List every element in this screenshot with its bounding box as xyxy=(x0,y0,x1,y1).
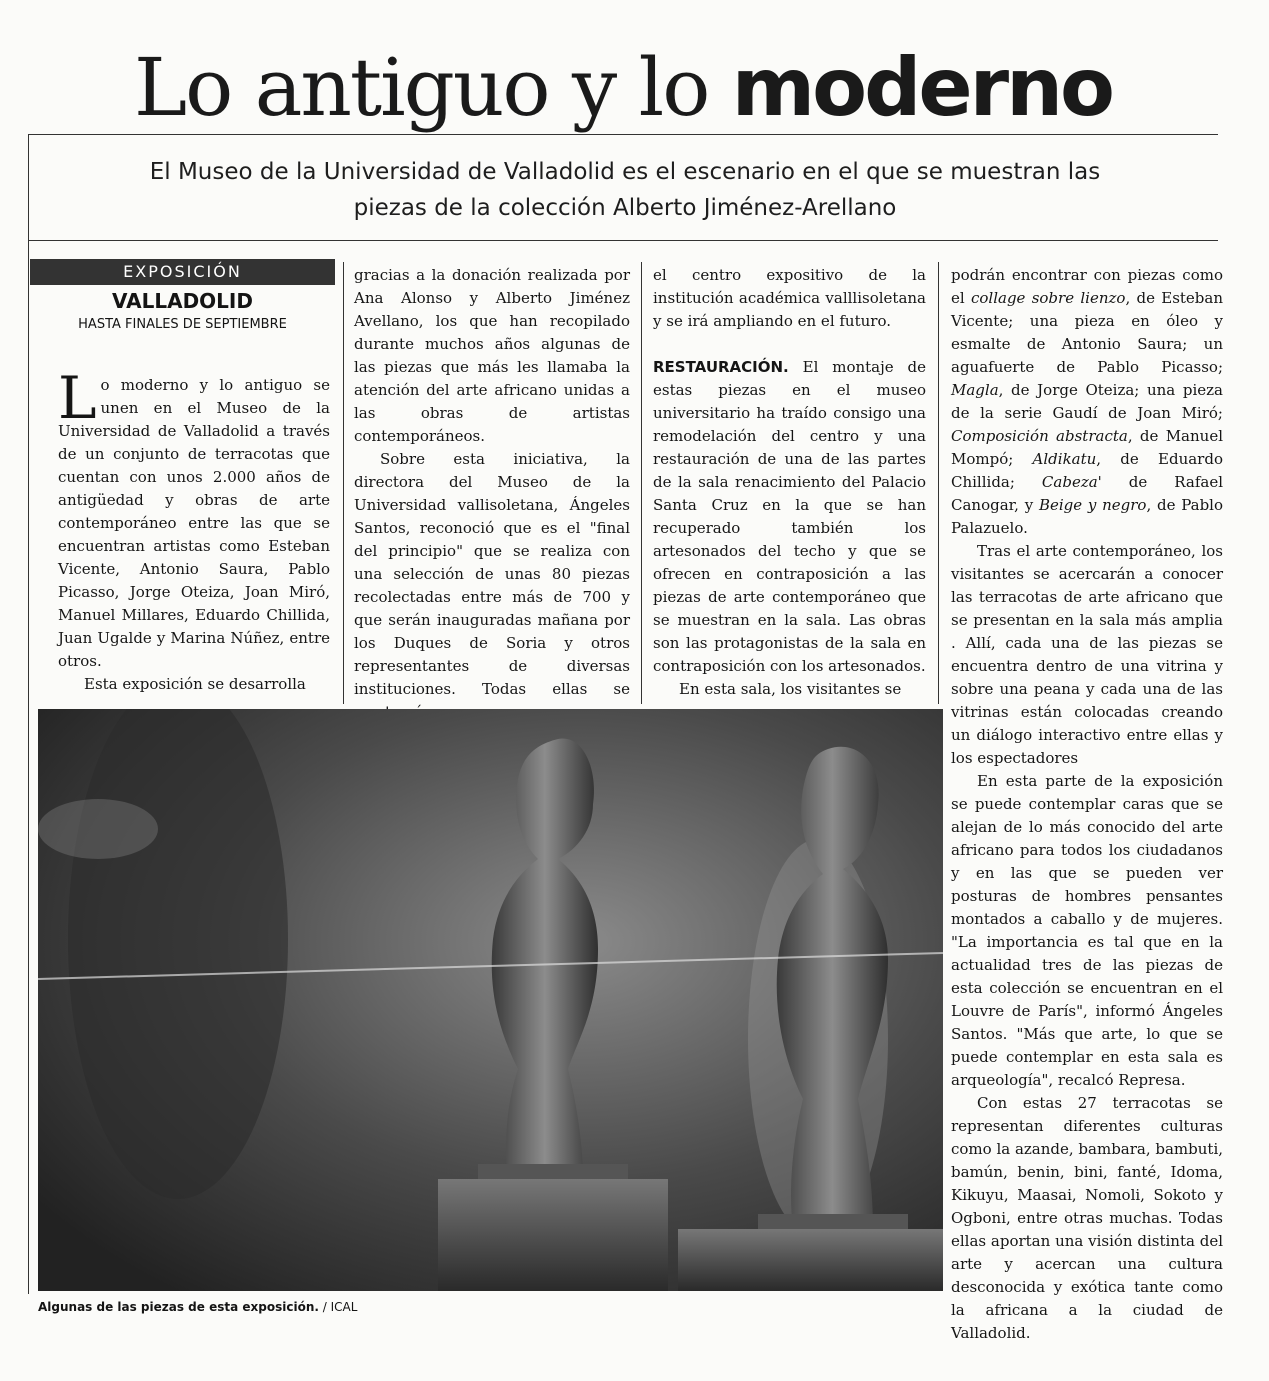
subhead-line-2: piezas de la colección Alberto Jiménez-Arellano xyxy=(353,195,897,221)
paragraph-4: Sobre esta iniciativa, la directora del Museo de la Universidad vallisoletana, Ángeles Santos, reconoció que es el "final del principio" que se realiza con una selección de unas 80 piezas recolectadas entre más de 700 y que serán inauguradas mañana por los Duques de Soria y otros representantes de diversas instituciones. Todas ellas se xyxy=(354,450,630,698)
paragraph-10: En esta parte de la exposición se puede contemplar caras que se alejan de lo más conocido del arte africano para todos los ciudadanos y en las que se pueden ver posturas de hombres pensantes montados a caballo y de mujeres. "La importancia es tal que en la actualidad tres de las piezas de esta colección se encuentran en el Louvre de París", informó Ángeles Santos. "Más que arte, lo que se puede contemplar en esta sala es arqueología", recalcó Represa. xyxy=(951,772,1223,1089)
column-rule-2 xyxy=(641,262,642,704)
paragraph-8: podrán encontrar con piezas como el collage sobre lienzo, de Esteban Vicente; una pieza en óleo y esmalte de Antonio Saura; un aguafuerte de Pablo Picasso; Magla, de Jorge Oteiza; una pieza de la serie Gaudí de Joan Miró; Composición abstracta, de Manuel Mompó; Aldikatu, de Eduardo Chillida; Cabeza' de Rafael Canogar, y Beige y negro, de Pablo Palazuelo. xyxy=(951,266,1224,537)
article-column-4 xyxy=(951,264,1223,1345)
headline-regular: Lo antiguo y lo xyxy=(133,41,732,134)
subhead-rule xyxy=(28,240,1218,241)
article-column-1 xyxy=(58,364,330,696)
article-column-3 xyxy=(653,264,926,701)
paragraph-11: Con estas 27 terracotas se representan diferentes culturas como la azande, bambara, bambuti, bamún, benin, bini, fanté, Idoma, Kikuyu, Maasai, Nomoli, Sokoto y Ogboni, entre otras muchas. Todas ellas aportan una visión distinta del arte y acercan una cultura desconocida y exótica tante como la africana a la ciudad de Valladolid. xyxy=(951,1094,1224,1342)
column-rule-1 xyxy=(343,262,344,704)
paragraph-6: RESTAURACIÓN. El montaje de estas piezas en el museo universitario ha traído consigo una remodelación del centro y una restauración de una de las partes de la sala renacimiento del Palacio Santa Cruz en la que se han recuperado también los artesonados del techo y que se ofrecen en contraposición a las piezas de arte contemporáneo que se muestran en la sala. Las obras son las protagonistas de la sala en contraposición con los artesonados. xyxy=(653,358,926,675)
section-lead-in: RESTAURACIÓN. xyxy=(653,358,789,376)
headline xyxy=(28,38,1218,138)
photo-caption xyxy=(38,1298,738,1316)
paragraph-2: Esta exposición se desarrolla xyxy=(84,675,306,693)
article-photo xyxy=(38,709,943,1291)
paragraph-7: En esta sala, los visitantes se xyxy=(679,680,902,698)
paragraph-3: gracias a la donación realizada por Ana Alonso y Alberto Jiménez Avellano, los que han recopilado durante muchos años algunas de las piezas que más les llamaba la atención del arte africano unidas a las obras de artistas contemporáneos. xyxy=(354,266,630,445)
subheadline xyxy=(60,154,1190,226)
column-rule-3 xyxy=(938,262,939,704)
article-column-2 xyxy=(354,264,630,724)
exhibition-dates: HASTA FINALES DE SEPTIEMBRE xyxy=(78,317,287,332)
paragraph-9: Tras el arte contemporáneo, los visitantes se acercarán a conocer las terracotas de arte africano que se presentan en la sala más amplia . Allí, cada una de las piezas se encuentra dentro de una vitrina y sobre una peana y cada una de las vitrinas están colocadas creando un diálogo interactivo entre ellas y los espectadores xyxy=(951,542,1223,767)
dateline-city: VALLADOLID xyxy=(112,289,253,313)
drop-cap: L xyxy=(58,364,97,432)
left-border xyxy=(28,134,29,1294)
headline-rule xyxy=(28,134,1218,135)
paragraph-5: el centro expositivo de la institución académica valllisoletana y se irá ampliando en el futuro. xyxy=(653,266,926,330)
headline-bold: moderno xyxy=(731,41,1113,134)
caption-text: Algunas de las piezas de esta exposición. xyxy=(38,1300,319,1314)
paragraph-1: Lo moderno y lo antiguo se unen en el Museo de la Universidad de Valladolid a través de un conjunto de terracotas que cuentan con unos 2.000 años de antigüedad y obras de arte contemporáneo entre las que se encuentran artistas como Esteban Vicente, Antonio Saura, Pablo Picasso, Jorge Oteiza, Joan Miró, Manuel Millares, Eduardo Chillida, Juan Ugalde y Marina Núñez, entre otros. xyxy=(58,364,330,670)
photo-credit: / ICAL xyxy=(322,1300,358,1314)
terracotta-figures-illustration xyxy=(38,709,943,1291)
subhead-line-1: El Museo de la Universidad de Valladolid es el escenario en el que se muestran las xyxy=(149,159,1101,185)
section-tag: EXPOSICIÓN xyxy=(30,259,335,285)
